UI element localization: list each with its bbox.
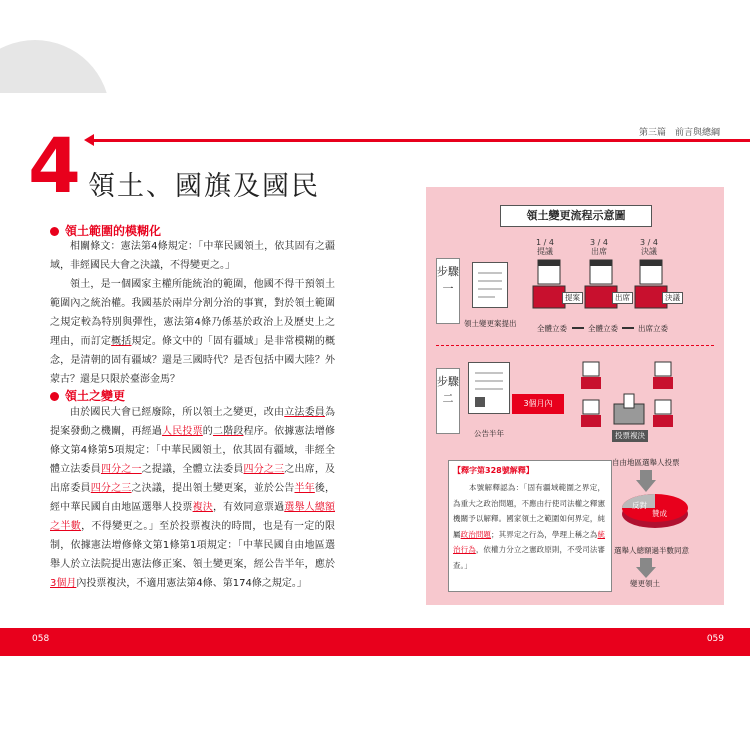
page-number-right: 059	[706, 634, 724, 644]
section2-para: 由於國民大會已經廢除，所以領土之變更，改由立法委員為提案發動之機關，再經過人民投票的二階段程序。依據憲法增修條文第4條第5項規定：「中華民國領土，依其固有疆域，非經全體立法委員四分之一之提議，全體立法委員四分之三之出席，及出席委員四分之三之決議，提出領土變更案，並於公告半年後，經中華民國自由地區選舉人投票複決，有效同意票過選舉人總額之半數，不得變更之。」至於投票複決的時間，也是有一定的限制，依據憲法增修條文第1條第1項規定：「中華民國自由地區選舉人於立法院提出憲法修正案、領土變更案，經公告半年，應於3個月內投票複決，不適用憲法第4條、第174條之規定。」	[50, 407, 336, 589]
note-text: 本號解釋認為：「固有疆域範圍之界定，為重大之政治問題，不應由行使司法權之釋憲機關予以解釋。國家領土之範圍如何界定，純屬政治問題；其界定之行為，學理上稱之為統治行為，依權力分立之憲政原則，不受司法審查。」	[453, 483, 606, 570]
section1-body	[50, 237, 335, 389]
page-number-left: 058	[32, 634, 50, 644]
tag-resolve: 決議	[662, 292, 683, 304]
step2-label: 步驟二	[436, 368, 460, 434]
chapter-title: 領土、國旗及國民	[88, 171, 320, 202]
pie-label-oppose: 反對	[632, 501, 647, 510]
section1-para2: 領土，是一個國家主權所能統治的範圍，他國不得干預領土範圍內之統治權。我國基於兩岸分割分治的事實，對於領土範圍之規定較為特別與彈性，憲法第4條乃係基於政治上及歷史上之理由，而訂定概括規定。條文中的「固有疆域」是非常模糊的概念，是清朝的固有疆域？還是三國時代？是否包括中國大陸？外蒙古？還是只限於臺澎金馬？	[50, 279, 336, 385]
voter-icon	[578, 360, 604, 390]
announcement-document-icon	[468, 362, 510, 414]
months-arrow: 3個月內	[512, 394, 564, 414]
section2-body	[50, 403, 335, 593]
step-divider	[436, 345, 714, 346]
document-icon	[472, 262, 508, 308]
pie-label-agree: 贊成	[652, 509, 667, 518]
announce-label: 公告半年	[474, 429, 504, 438]
section1-heading: 領土範圍的模糊化	[50, 222, 161, 239]
flow-legislators-all-2: 全體立委	[588, 324, 618, 333]
chapter-number: 4	[28, 121, 81, 210]
fraction-propose: 1 / 4 提議	[536, 238, 554, 256]
result-label: 變更領土	[630, 579, 660, 588]
flow-arrow-icon	[572, 327, 584, 329]
running-head: 第三篇 前言與總綱	[638, 128, 720, 138]
title-rule	[92, 139, 750, 142]
ballot-box-icon	[612, 392, 646, 426]
step1-label: 步驟一	[436, 258, 460, 324]
note-title: 【釋字第328號解釋】	[453, 466, 534, 475]
diagram-title: 領土變更流程示意圖	[500, 205, 652, 227]
fraction-attend: 3 / 4 出席	[590, 238, 608, 256]
section2-heading: 領土之變更	[50, 387, 125, 404]
fraction-resolve: 3 / 4 決議	[640, 238, 658, 256]
tag-attend: 出席	[612, 292, 633, 304]
voter-icon	[578, 398, 604, 428]
proposal-label: 領土變更案提出	[464, 319, 517, 328]
voter-icon	[650, 360, 676, 390]
down-arrow-icon	[636, 558, 656, 578]
bullet-icon	[50, 392, 59, 401]
flow-legislators-all-1: 全體立委	[537, 324, 567, 333]
voter-icon	[650, 398, 676, 428]
bullet-icon	[50, 227, 59, 236]
flow-arrow-icon	[622, 327, 634, 329]
ballot-label: 投票複決	[612, 430, 648, 442]
footer-bar	[0, 628, 750, 656]
down-arrow-icon	[636, 470, 656, 492]
section1-para1: 相關條文：憲法第4條規定：「中華民國領土，依其固有之疆域，非經國民大會之決議，不得變更之。」	[50, 241, 335, 271]
flow-legislators-present: 出席立委	[638, 324, 668, 333]
voters-label: 自由地區選舉人投票	[612, 458, 680, 467]
majority-label: 選舉人總額過半數同意	[614, 546, 689, 555]
tag-propose: 提案	[562, 292, 583, 304]
